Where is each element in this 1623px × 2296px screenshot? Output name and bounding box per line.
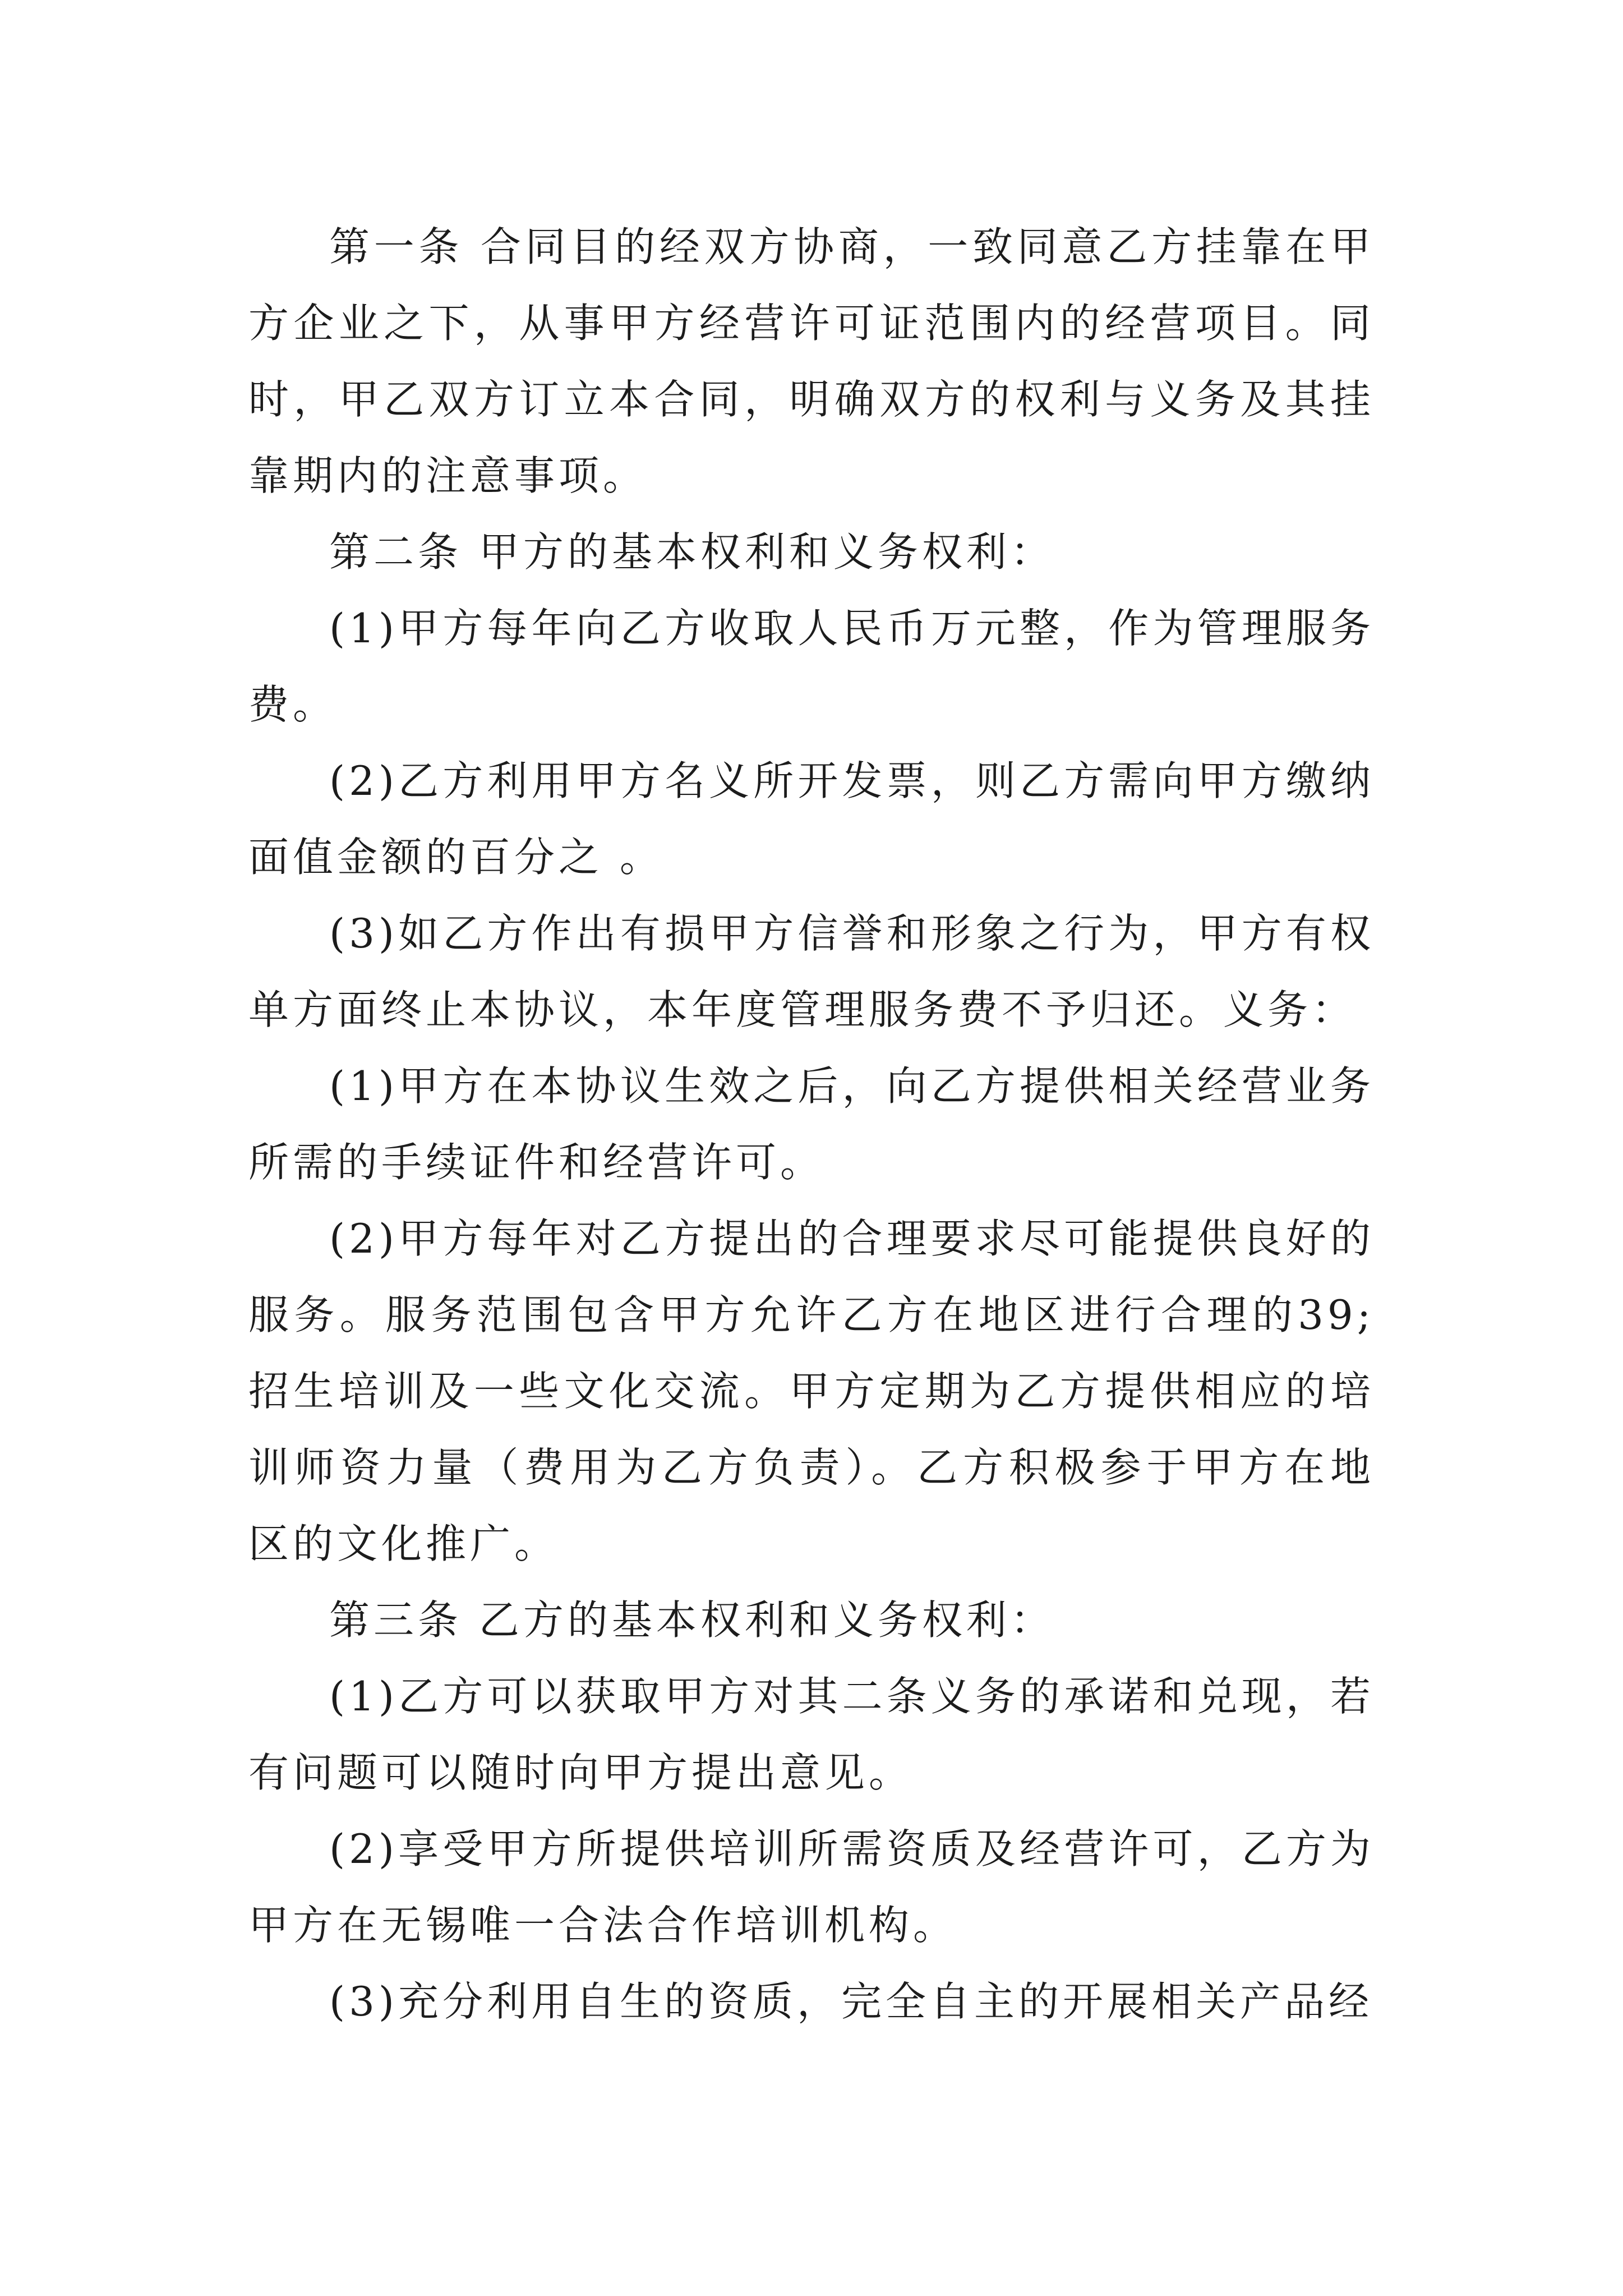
- article-3-heading: 第三条 乙方的基本权利和义务权利：: [329, 1596, 1055, 1644]
- contract-body: [248, 209, 1375, 2040]
- article-3-right-2: (2)享受甲方所提供培训所需资质及经营许可，乙方为甲方在无锡唯一合法合作培训机构。: [248, 1825, 1375, 1949]
- article-2-right-3: (3)如乙方作出有损甲方信誉和形象之行为，甲方有权单方面终止本协议，本年度管理服务费不予归还。义务：: [248, 910, 1375, 1033]
- article-2-right-1: (1)甲方每年向乙方收取人民币万元整，作为管理服务费。: [248, 605, 1375, 728]
- article-3-right-3: (3)充分利用自生的资质，完全自主的开展相关产品经: [329, 1978, 1373, 2025]
- article-2-duty-1: (1)甲方在本协议生效之后，向乙方提供相关经营业务所需的手续证件和经营许可。: [248, 1062, 1375, 1186]
- article-2-heading: 第二条 甲方的基本权利和义务权利：: [329, 528, 1055, 576]
- article-2-duty-2: (2)甲方每年对乙方提出的合理要求尽可能提供良好的服务。服务范围包含甲方允许乙方在地区进行合理的39;招生培训及一些文化交流。甲方定期为乙方提供相应的培训师资力量（费用为乙方负责）。乙方积极参于甲方在地区的文化推广。: [248, 1215, 1375, 1567]
- article-3-right-1: (1)乙方可以获取甲方对其二条义务的承诺和兑现，若有问题可以随时向甲方提出意见。: [248, 1673, 1375, 1796]
- article-2-right-2: (2)乙方利用甲方名义所开发票，则乙方需向甲方缴纳面值金额的百分之 。: [248, 757, 1375, 881]
- article-1-purpose: 第一条 合同目的经双方协商，一致同意乙方挂靠在甲方企业之下，从事甲方经营许可证范围内的经营项目。同时，甲乙双方订立本合同，明确双方的权利与义务及其挂靠期内的注意事项。: [248, 223, 1375, 499]
